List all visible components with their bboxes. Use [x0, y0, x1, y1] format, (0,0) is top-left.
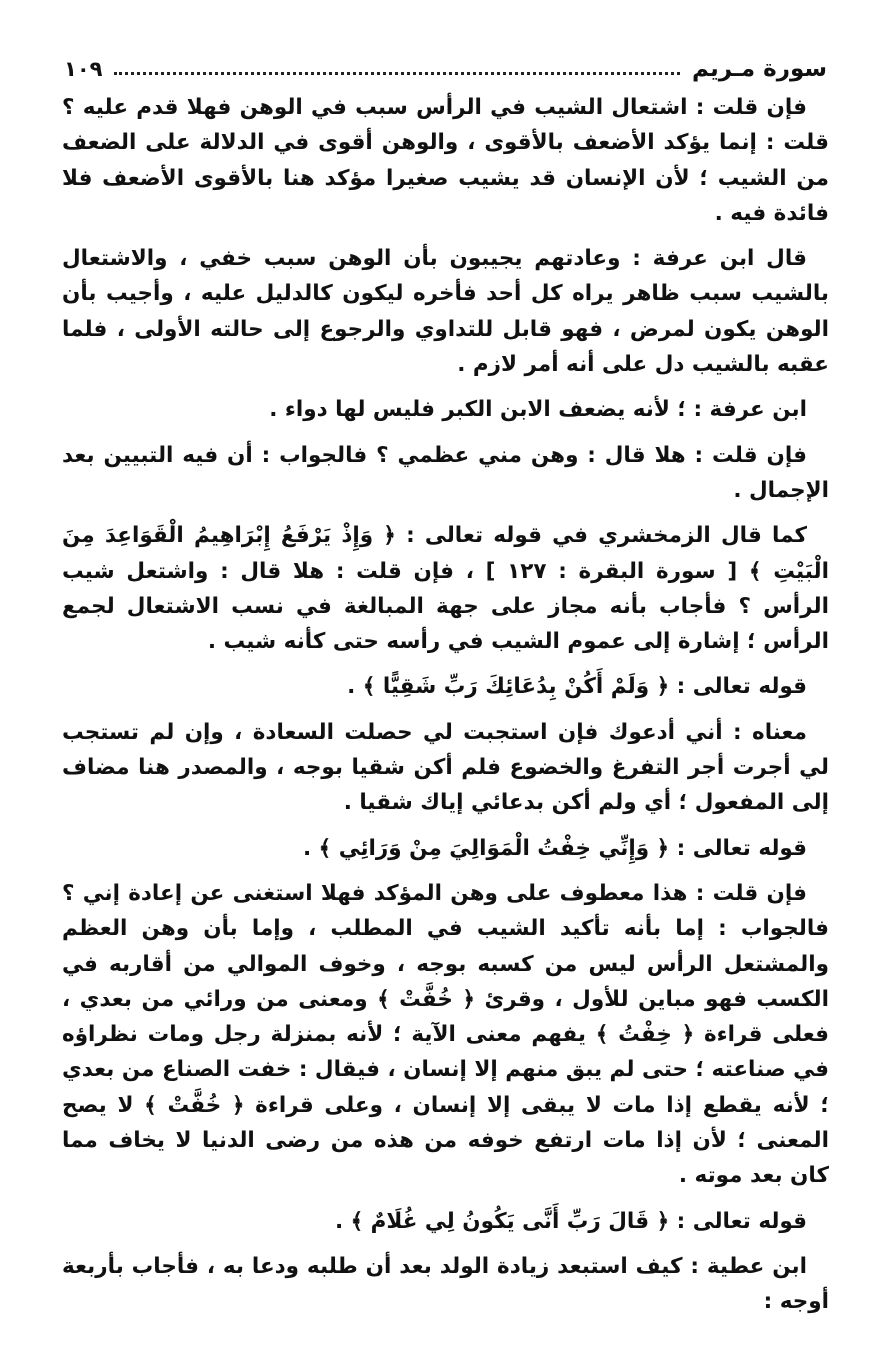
paragraph: فإن قلت : هلا قال : وهن مني عظمي ؟ فالجواب : أن فيه التبيين بعد الإجمال . [62, 442, 829, 503]
page-number: ١٠٩ [64, 57, 103, 81]
paragraph: قوله تعالى : ﴿ وَإِنِّي خِفْتُ الْمَوَالِيَ مِنْ وَرَائِي ﴾ . [302, 835, 807, 861]
page-header [64, 52, 827, 86]
paragraph: معناه : أني أدعوك فإن استجبت لي حصلت السعادة ، وإن لم تستجب لي أجرت أجر التفرغ والخضوع فلم أكن شقيا بوجه ، والمصدر هنا مضاف إلى المفعول ؛ أي ولم أكن بدعائي إياك شقيا . [62, 719, 829, 816]
paragraph: فإن قلت : هذا معطوف على وهن المؤكد فهلا استغنى عن إعادة إني ؟ فالجواب : إما بأنه تأكيد الشيب في المطلب ، وإما بأن وهن العظم والمشتعل الرأس ليس من كسبه بوجه ، وخوف الموالي من أقاربه في الكسب فهو مباين للأول ، وقرئ ﴿ خُفَّتْ ﴾ ومعنى من ورائي من بعدي ، فعلى قراءة ﴿ خِفْتُ ﴾ يفهم معنى الآية ؛ لأنه بمنزلة رجل ومات نظراؤه في صناعته ؛ حتى لم يبق منهم إلا إنسان ، فيقال : خفت الصناع من بعدي ؛ لأنه يقطع إذا مات لا يبقى إلا إنسان ، وعلى قراءة ﴿ خُفَّتْ ﴾ لا يصح المعنى ؛ لأن إذا مات ارتفع خوفه من هذه من رضى الدنيا لا يخاف مما كان بعد موته . [62, 880, 829, 1189]
paragraph: قال ابن عرفة : وعادتهم يجيبون بأن الوهن سبب خفي ، والاشتعال بالشيب سبب ظاهر يراه كل أحد فأخره ليكون كالدليل عليه ، وأجيب بأن الوهن يكون لمرض ، فهو قابل للتداوي والرجوع إلى حالته الأولى ، فلما عقبه بالشيب دل على أنه أمر لازم . [62, 246, 829, 378]
surah-title: سورة مـريم [692, 56, 827, 82]
paragraph: ابن عطية : كيف استبعد زيادة الولد بعد أن طلبه ودعا به ، فأجاب بأربعة أوجه : [62, 1253, 829, 1315]
header-dotted-leader [114, 72, 680, 75]
page-body [62, 90, 829, 1320]
paragraph: فإن قلت : اشتعال الشيب في الرأس سبب في الوهن فهلا قدم عليه ؟ قلت : إنما يؤكد الأضعف بالأقوى ، والوهن أقوى في الدلالة على الضعف من الشيب ؛ لأن الإنسان قد يشيب صغيرا مؤكد هنا بالأقوى الأضعف فلا فائدة فيه . [62, 95, 829, 226]
paragraph: قوله تعالى : ﴿ قَالَ رَبِّ أَنَّى يَكُونُ لِي غُلَامٌ ﴾ . [334, 1208, 807, 1234]
paragraph: كما قال الزمخشري في قوله تعالى : ﴿ وَإِذْ يَرْفَعُ إِبْرَاهِيمُ الْقَوَاعِدَ مِنَ الْبَيْتِ ﴾ [ سورة البقرة : ١٢٧ ] ، فإن قلت : هلا قال : واشتعل شيب الرأس ؟ فأجاب بأنه مجاز على جهة المبالغة في نسب الاشتعال لجمع الرأس ؛ إشارة إلى عموم الشيب في رأسه حتى كأنه شيب . [62, 523, 829, 655]
paragraph: قوله تعالى : ﴿ وَلَمْ أَكُنْ بِدُعَائِكَ رَبِّ شَقِيًّا ﴾ . [347, 674, 807, 700]
paragraph: ابن عرفة : ؛ لأنه يضعف الابن الكبر فليس لها دواء . [269, 397, 807, 423]
